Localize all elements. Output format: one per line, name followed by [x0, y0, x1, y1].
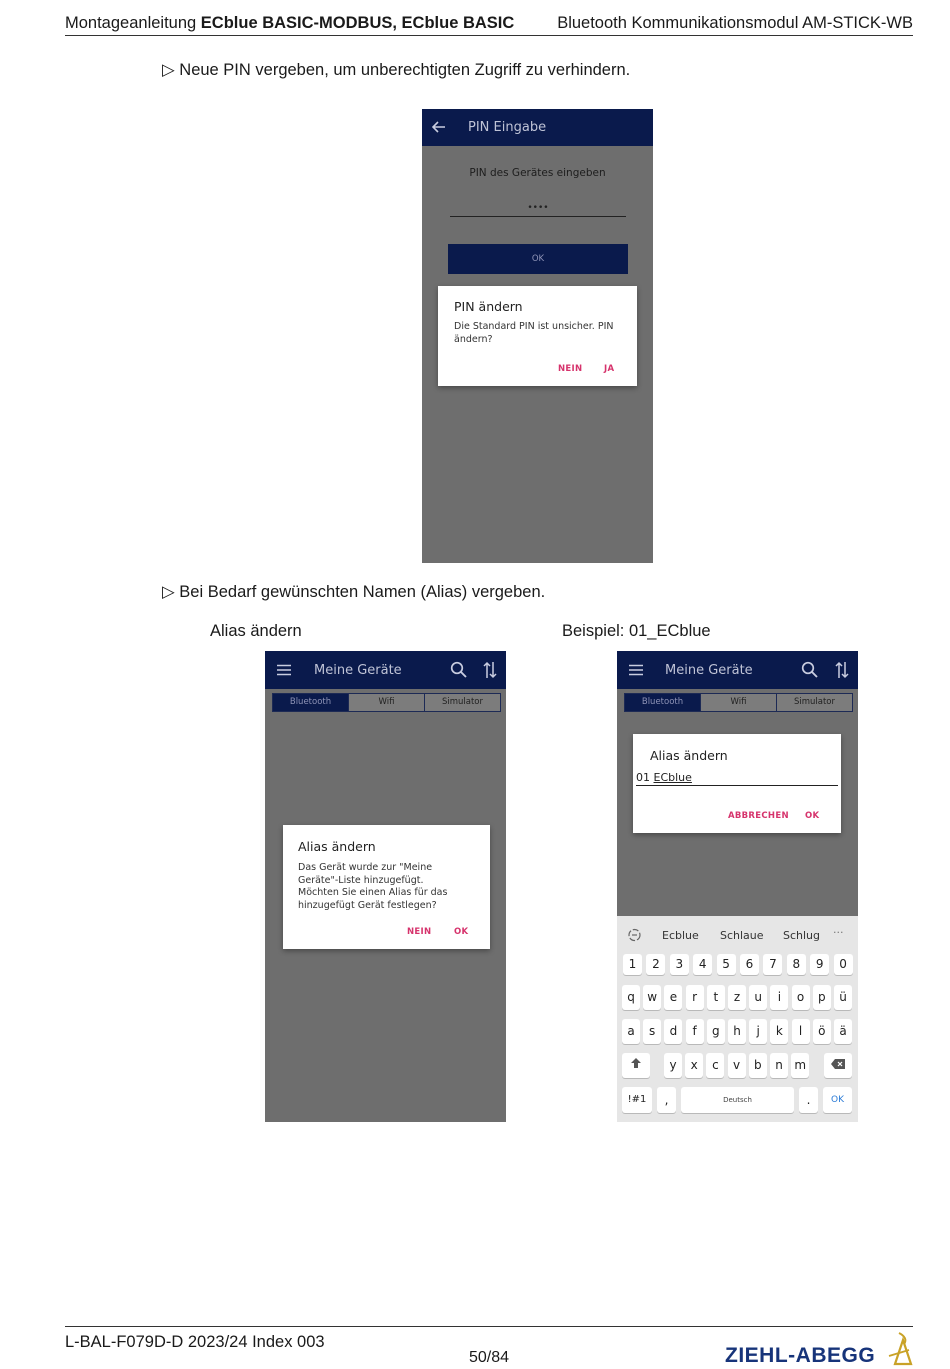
key-ü[interactable]: ü: [834, 985, 852, 1010]
sort-icon[interactable]: [835, 661, 849, 679]
step-new-pin: ▷ Neue PIN vergeben, um unberechtigten Zugriff zu verhindern.: [162, 61, 631, 79]
alias-dialog: [283, 825, 490, 949]
key-y[interactable]: y: [664, 1053, 682, 1078]
tab-bluetooth[interactable]: Bluetooth: [273, 694, 349, 711]
key-a[interactable]: a: [622, 1019, 640, 1044]
key-o[interactable]: o: [792, 985, 810, 1010]
device-tabs: [272, 693, 501, 712]
back-arrow-icon[interactable]: [432, 121, 446, 133]
key-ä[interactable]: ä: [834, 1019, 852, 1044]
yes-button[interactable]: JA: [604, 364, 615, 374]
no-button[interactable]: NEIN: [558, 364, 583, 374]
key-d[interactable]: d: [664, 1019, 682, 1044]
key-i[interactable]: i: [770, 985, 788, 1010]
key-2[interactable]: 2: [646, 954, 665, 975]
key-9[interactable]: 9: [810, 954, 829, 975]
header-divider: [65, 35, 913, 36]
key-k[interactable]: k: [770, 1019, 788, 1044]
keyboard-ok-key[interactable]: OK: [823, 1087, 852, 1113]
key-h[interactable]: h: [728, 1019, 746, 1044]
app-bar-title: Meine Geräte: [665, 663, 753, 678]
app-bar-title: Meine Geräte: [314, 663, 402, 678]
symbols-key[interactable]: !#1: [622, 1087, 652, 1113]
screenshot-alias-prompt: [265, 651, 506, 1122]
swap-suggestions-icon[interactable]: [627, 928, 642, 942]
key-l[interactable]: l: [792, 1019, 810, 1044]
ok-button[interactable]: OK: [454, 927, 469, 937]
key-u[interactable]: u: [749, 985, 767, 1010]
logo-emblem-icon: [885, 1330, 915, 1366]
suggestion-3[interactable]: Schlug: [783, 929, 821, 942]
tab-wifi[interactable]: Wifi: [349, 694, 425, 711]
dialog-message: Das Gerät wurde zur "Meine Geräte"-Liste hinzugefügt. Möchten Sie einen Alias für das hinzugefügt Gerät festlegen?: [298, 862, 448, 911]
document-id: L-BAL-F079D-D 2023/24 Index 003: [65, 1333, 325, 1351]
pin-input[interactable]: ••••: [450, 203, 626, 217]
key-j[interactable]: j: [749, 1019, 767, 1044]
caption-example: Beispiel: 01_ECblue: [562, 622, 711, 640]
screenshot-pin-input: [422, 109, 653, 563]
key-s[interactable]: s: [643, 1019, 661, 1044]
key-8[interactable]: 8: [787, 954, 806, 975]
page-number: 50/84: [469, 1349, 510, 1366]
step-set-alias: ▷ Bei Bedarf gewünschten Namen (Alias) vergeben.: [162, 583, 546, 601]
app-bar: [422, 109, 653, 146]
suggestion-2[interactable]: Schlaue: [720, 929, 764, 942]
backspace-key[interactable]: [824, 1053, 852, 1078]
key-e[interactable]: e: [664, 985, 682, 1010]
key-w[interactable]: w: [643, 985, 661, 1010]
no-button[interactable]: NEIN: [407, 927, 432, 937]
onscreen-keyboard: [617, 916, 858, 1122]
comma-key[interactable]: ,: [657, 1087, 676, 1113]
key-5[interactable]: 5: [717, 954, 736, 975]
pin-prompt: PIN des Gerätes eingeben: [469, 167, 606, 179]
caption-alias-change: Alias ändern: [210, 622, 302, 640]
key-6[interactable]: 6: [740, 954, 759, 975]
app-bar: [617, 651, 858, 689]
key-z[interactable]: z: [728, 985, 746, 1010]
app-bar-title: PIN Eingabe: [468, 120, 547, 135]
key-b[interactable]: b: [749, 1053, 767, 1078]
key-f[interactable]: f: [686, 1019, 704, 1044]
ok-button[interactable]: OK: [448, 244, 628, 274]
space-key[interactable]: Deutsch: [681, 1087, 794, 1113]
tab-simulator[interactable]: Simulator: [441, 697, 484, 707]
tab-bluetooth[interactable]: Bluetooth: [625, 694, 701, 711]
key-ö[interactable]: ö: [813, 1019, 831, 1044]
dialog-title: PIN ändern: [454, 299, 523, 314]
device-tabs: [624, 693, 853, 712]
key-3[interactable]: 3: [670, 954, 689, 975]
dialog-message: Die Standard PIN ist unsicher. PIN ändern?: [454, 321, 614, 345]
screenshot-alias-input: [617, 651, 858, 1122]
company-logo: [725, 1330, 915, 1366]
menu-icon[interactable]: [629, 664, 643, 676]
key-m[interactable]: m: [791, 1053, 809, 1078]
search-icon[interactable]: [450, 661, 467, 678]
ok-button[interactable]: OK: [805, 811, 820, 821]
app-bar: [265, 651, 506, 689]
key-x[interactable]: x: [685, 1053, 703, 1078]
key-1[interactable]: 1: [623, 954, 642, 975]
key-g[interactable]: g: [707, 1019, 725, 1044]
header-subtitle: Bluetooth Kommunikationsmodul AM-STICK-WB: [557, 14, 913, 32]
backspace-icon: [831, 1059, 845, 1069]
shift-key[interactable]: [622, 1053, 650, 1078]
dialog-title: Alias ändern: [650, 748, 728, 763]
page-header: [65, 12, 913, 34]
alias-input[interactable]: 01 ECblue: [636, 771, 838, 786]
key-n[interactable]: n: [770, 1053, 788, 1078]
key-4[interactable]: 4: [693, 954, 712, 975]
footer-divider: [65, 1326, 913, 1327]
alias-input-word: ECblue: [653, 771, 692, 784]
logo-wordmark: ZIEHL-ABEGG: [725, 1344, 876, 1367]
dialog-title: Alias ändern: [298, 839, 376, 854]
key-r[interactable]: r: [686, 985, 704, 1010]
period-key[interactable]: .: [799, 1087, 818, 1113]
tab-wifi[interactable]: Wifi: [701, 694, 777, 711]
suggestion-1[interactable]: Ecblue: [662, 929, 699, 942]
key-7[interactable]: 7: [763, 954, 782, 975]
tab-simulator[interactable]: Simulator: [793, 697, 836, 707]
menu-icon[interactable]: [277, 664, 291, 676]
key-t[interactable]: t: [707, 985, 725, 1010]
key-c[interactable]: c: [706, 1053, 724, 1078]
key-q[interactable]: q: [622, 985, 640, 1010]
key-p[interactable]: p: [813, 985, 831, 1010]
alias-edit-dialog: [633, 734, 841, 833]
header-product: ECblue BASIC-MODBUS, ECblue BASIC: [200, 14, 515, 32]
more-suggestions-icon[interactable]: ···: [833, 926, 844, 939]
key-0[interactable]: 0: [834, 954, 853, 975]
shift-icon: [630, 1057, 642, 1069]
search-icon[interactable]: [801, 661, 818, 678]
key-v[interactable]: v: [728, 1053, 746, 1078]
sort-icon[interactable]: [483, 661, 497, 679]
pin-change-dialog: [438, 286, 637, 386]
cancel-button[interactable]: ABBRECHEN: [728, 811, 789, 821]
header-title: Montageanleitung ECblue BASIC-MODBUS, ECblue BASIC: [65, 14, 515, 32]
